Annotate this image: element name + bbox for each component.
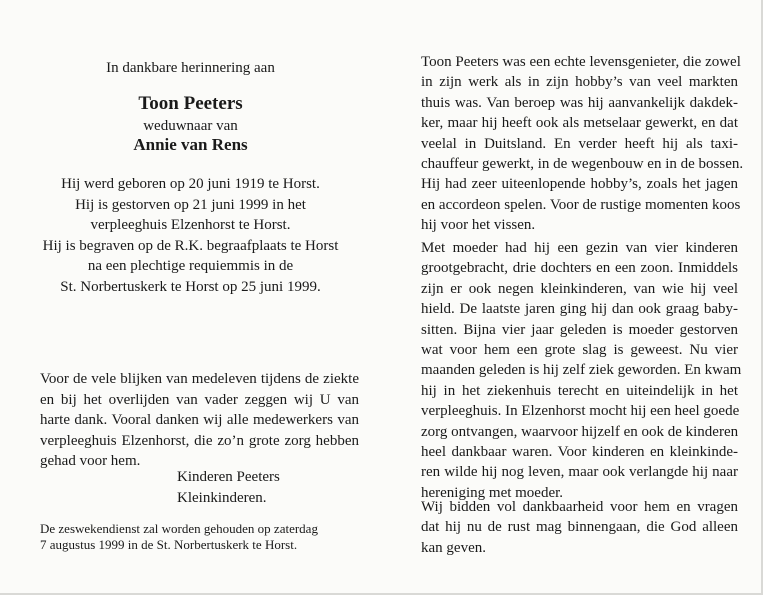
service-notice <box>40 521 318 552</box>
service-line: De zeswekendienst zal worden gehouden op zaterdag <box>40 521 318 536</box>
bio-line: zorg ontvangen, waarvoor hijzelf en ook de kinderen <box>421 423 739 440</box>
bio-line: in zijn werk als in zijn hobby’s van veel markten <box>421 74 738 91</box>
bio-line: ren wilde hij nog leven, maar ook verlangde hij naar <box>421 464 738 481</box>
fact-line: Hij werd geboren op 20 juni 1919 te Horst. <box>61 176 320 192</box>
intro-line: In dankbare herinnering aan <box>106 60 275 76</box>
bio-line: en accordeon spelen. Voor de rustige momenten koos <box>421 196 741 213</box>
thanks-line: Voor de vele blijken van medeleven tijdens de ziekte <box>40 371 359 387</box>
signer-line: Kleinkinderen. <box>177 490 267 506</box>
signers <box>177 467 280 509</box>
bio-line: Toon Peeters was een echte levensgenieter, die zowel <box>421 54 741 70</box>
bio-line: sitten. Bijna vier jaar geleden is moeder gestorven <box>421 321 738 338</box>
prayer-line: Wij bidden vol dankbaarheid voor hem en vragen <box>421 499 738 515</box>
thanks-line: verpleeghuis Elzenhorst, die zo’n grote zorg hebben <box>40 432 359 449</box>
prayer-line: dat hij nu de rust mag binnengaan, die God alleen <box>421 519 738 536</box>
bio-line: zijn er ook negen kleinkinderen, van wie hij veel <box>421 280 738 297</box>
fact-line: Hij is begraven op de R.K. begraafplaats te Horst <box>42 237 339 254</box>
bio-line: veelal in Duitsland. En verder heeft hij als taxi- <box>421 135 738 152</box>
bio-line: chauffeur gewerkt, in de wegenbouw en in de bossen. <box>421 156 744 173</box>
spouse-name: Annie van Rens <box>133 135 248 154</box>
fact-line: St. Norbertuskerk te Horst op 25 juni 1999. <box>60 278 321 295</box>
thanks-line: harte dank. Vooral danken wij alle medewerkers van <box>40 412 359 428</box>
bio-line: hij voor het vissen. <box>421 217 536 234</box>
left-page <box>0 0 381 593</box>
signer-line: Kinderen Peeters <box>177 469 280 485</box>
bio-line: hield. De laatste jaren ging hij dan ook graag baby- <box>421 301 738 318</box>
bio-line: thuis was. Van beroep was hij aanvankelijk dakdek- <box>421 94 738 111</box>
biography-paragraph-2 <box>421 238 742 503</box>
fact-line: Hij is gestorven op 21 juni 1999 in het <box>75 196 306 213</box>
bio-line: Met moeder had hij een gezin van vier kinderen <box>421 240 738 256</box>
bio-line: grootgebracht, drie dochters en een zoon. Inmiddels <box>421 260 738 277</box>
bio-line: hereniging met moeder. <box>421 484 564 501</box>
fact-line: verpleeghuis Elzenhorst te Horst. <box>90 217 291 234</box>
prayer-line: kan geven. <box>421 539 486 556</box>
bio-line: Hij had zeer uiteenlopende hobby’s, zoals het jagen <box>421 176 738 193</box>
bio-line: wat voor hem een grote slag is geweest. Nu vier <box>421 342 738 359</box>
widow-of-line: weduwnaar van <box>143 118 238 134</box>
life-facts <box>0 174 381 298</box>
deceased-name: Toon Peeters <box>138 93 243 114</box>
thanks-paragraph <box>40 369 359 472</box>
bio-line: maanden geleden is hij zelf ziek geworden. En kwam <box>421 362 742 379</box>
bio-line: hij in het ziekenhuis terecht en uiteindelijk in het <box>421 382 738 399</box>
biography-paragraph-1 <box>421 52 744 236</box>
right-page <box>381 0 761 593</box>
fact-line: na een plechtige requiemmis in de <box>87 258 294 275</box>
bio-line: heel dankbaar waren. Voor kinderen en kleinkinde- <box>421 444 738 461</box>
prayer-paragraph <box>421 497 738 558</box>
service-line: 7 augustus 1999 in de St. Norbertuskerk te Horst. <box>40 536 298 552</box>
thanks-line: gehad voor hem. <box>40 453 141 469</box>
bio-line: ker, maar hij heeft ook als metselaar gewerkt, en dat <box>421 115 738 132</box>
thanks-line: en bij het overlijden van vader zeggen wij U van <box>40 391 359 408</box>
bio-line: verpleeghuis. In Elzenhorst mocht hij een heel goede <box>421 403 740 420</box>
